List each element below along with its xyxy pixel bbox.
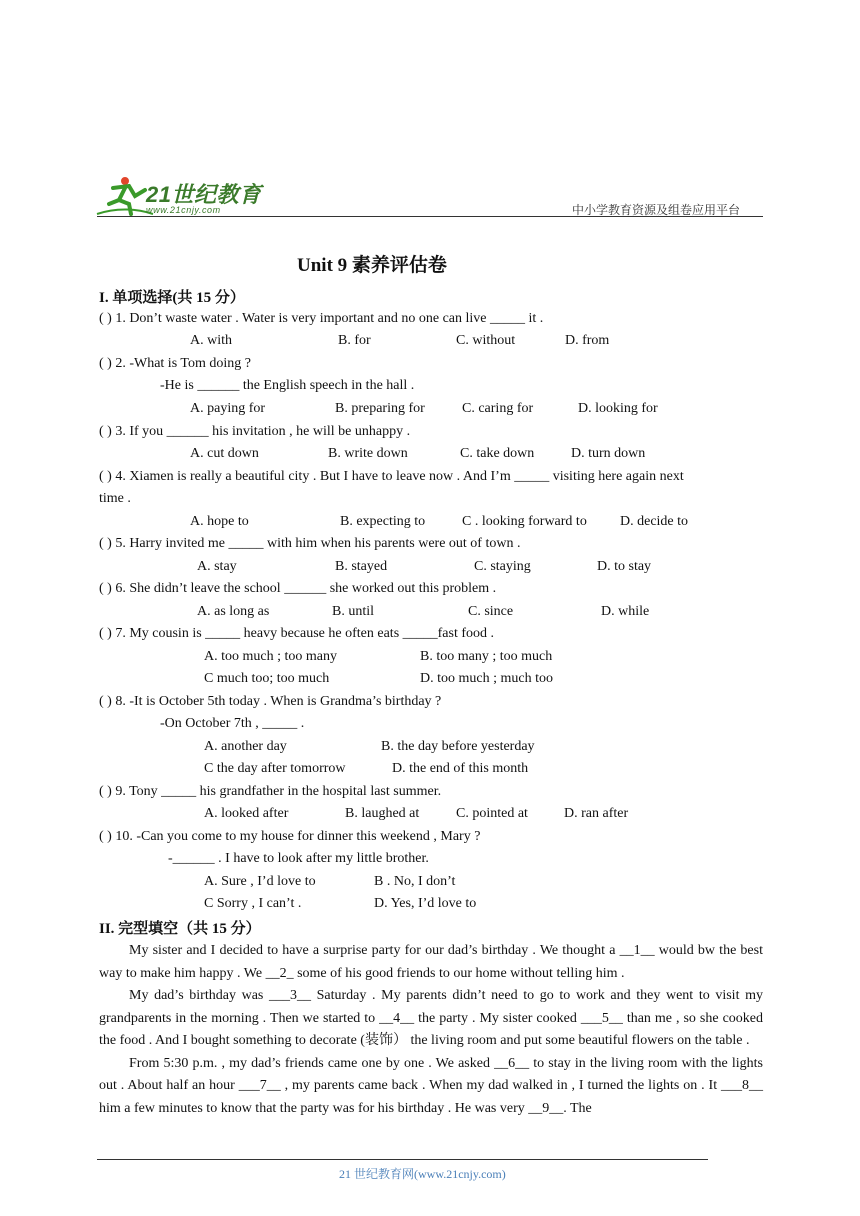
option-b: B. expecting to bbox=[340, 514, 426, 529]
passage-paragraph: My dad’s birthday was ___3__ Saturday . My parents didn’t need to go to work and they went to visit my grandparents in the morning . Then we started to __4__ the party . My sister cooked ___5__ than me , so she cooked the food . And I bought something to decorate (装饰） the living room and put some beautiful flowers on the table . bbox=[99, 988, 763, 1048]
option-a: A. stay bbox=[197, 559, 237, 574]
option-a: A. as long as bbox=[197, 604, 270, 619]
option-d: D. turn down bbox=[571, 446, 646, 461]
option-a: A. too much ; too many bbox=[204, 649, 337, 664]
option-c: C Sorry , I can’t . bbox=[204, 896, 302, 911]
option-b: B. preparing for bbox=[335, 401, 425, 416]
option-d: D. the end of this month bbox=[392, 761, 529, 776]
option-c: C much too; too much bbox=[204, 671, 330, 686]
passage-paragraph: My sister and I decided to have a surprise party for our dad’s birthday . We thought a __1__ would bw the best way to make him happy . We __2_ some of his good friends to our home without telling him . bbox=[99, 943, 763, 981]
option-c: C. staying bbox=[474, 559, 531, 574]
page-title: Unit 9 素养评估卷 bbox=[297, 255, 447, 276]
option-b: B. write down bbox=[328, 446, 408, 461]
question-stem: ( ) 5. Harry invited me _____ with him when his parents were out of town . bbox=[99, 536, 521, 551]
option-a: A. Sure , I’d love to bbox=[204, 874, 316, 889]
option-d: D. too much ; much too bbox=[420, 671, 553, 686]
option-c: C. without bbox=[456, 333, 516, 348]
question-stem-continued: -______ . I have to look after my little brother. bbox=[168, 851, 429, 866]
option-c: C. pointed at bbox=[456, 806, 528, 821]
option-b: B. the day before yesterday bbox=[381, 739, 535, 754]
question-stem-continued: -He is ______ the English speech in the hall . bbox=[160, 378, 415, 393]
question-stem: ( ) 6. She didn’t leave the school ______ she worked out this problem . bbox=[99, 581, 497, 596]
logo-url: www.21cnjy.com bbox=[146, 205, 221, 215]
question-stem-continued: time . bbox=[99, 491, 131, 506]
footer-divider bbox=[97, 1159, 708, 1160]
option-d: D. while bbox=[601, 604, 650, 619]
question-stem: ( ) 7. My cousin is _____ heavy because he often eats _____fast food . bbox=[99, 626, 495, 641]
option-a: A. with bbox=[190, 333, 232, 348]
question-stem: ( ) 3. If you ______ his invitation , he will be unhappy . bbox=[99, 424, 411, 439]
section-heading: II. 完型填空（共 15 分） bbox=[99, 921, 261, 937]
option-b: B . No, I don’t bbox=[374, 874, 456, 889]
option-c: C . looking forward to bbox=[462, 514, 587, 529]
option-a: A. looked after bbox=[204, 806, 289, 821]
option-c: C. since bbox=[468, 604, 514, 619]
option-d: D. Yes, I’d love to bbox=[374, 896, 477, 911]
option-d: D. looking for bbox=[578, 401, 658, 416]
question-stem: ( ) 8. -It is October 5th today . When is Grandma’s birthday ? bbox=[99, 694, 442, 709]
section-heading: I. 单项选择(共 15 分） bbox=[99, 290, 245, 306]
question-stem: ( ) 1. Don’t waste water . Water is very important and no one can live _____ it . bbox=[99, 311, 544, 326]
option-c: C the day after tomorrow bbox=[204, 761, 346, 776]
logo-wordmark: 21世纪教育 bbox=[146, 182, 262, 207]
option-a: A. paying for bbox=[190, 401, 266, 416]
option-a: A. another day bbox=[204, 739, 287, 754]
footer-text: 21 世纪教育网(www.21cnjy.com) bbox=[339, 1167, 506, 1181]
header-divider bbox=[97, 216, 763, 217]
option-b: B. stayed bbox=[335, 559, 388, 574]
option-d: D. decide to bbox=[620, 514, 689, 529]
question-stem-continued: -On October 7th , _____ . bbox=[160, 716, 305, 731]
option-b: B. for bbox=[338, 333, 371, 348]
passage-paragraph: From 5:30 p.m. , my dad’s friends came one by one . We asked __6__ to stay in the living room with the lights out . About half an hour ___7__ , my parents came back . When my dad walked in , I turned the lights on . It ___8__ him a few minutes to know that the party was for his birthday . He was very __9__. The bbox=[99, 1055, 763, 1116]
option-c: C. caring for bbox=[462, 401, 534, 416]
question-stem: ( ) 9. Tony _____ his grandfather in the hospital last summer. bbox=[99, 784, 442, 799]
cloze-passage bbox=[99, 940, 763, 1120]
option-d: D. to stay bbox=[597, 559, 652, 574]
question-stem: ( ) 10. -Can you come to my house for dinner this weekend , Mary ? bbox=[99, 829, 481, 844]
option-c: C. take down bbox=[460, 446, 535, 461]
option-b: B. until bbox=[332, 604, 375, 619]
option-b: B. too many ; too much bbox=[420, 649, 553, 664]
option-a: A. hope to bbox=[190, 514, 249, 529]
option-d: D. ran after bbox=[564, 806, 629, 821]
question-stem: ( ) 2. -What is Tom doing ? bbox=[99, 356, 251, 371]
platform-tagline: 中小学教育资源及组卷应用平台 bbox=[572, 203, 741, 217]
question-stem: ( ) 4. Xiamen is really a beautiful city . But I have to leave now . And I’m _____ visiting here again next bbox=[99, 469, 684, 484]
option-b: B. laughed at bbox=[345, 806, 420, 821]
option-a: A. cut down bbox=[190, 446, 259, 461]
option-d: D. from bbox=[565, 333, 610, 348]
